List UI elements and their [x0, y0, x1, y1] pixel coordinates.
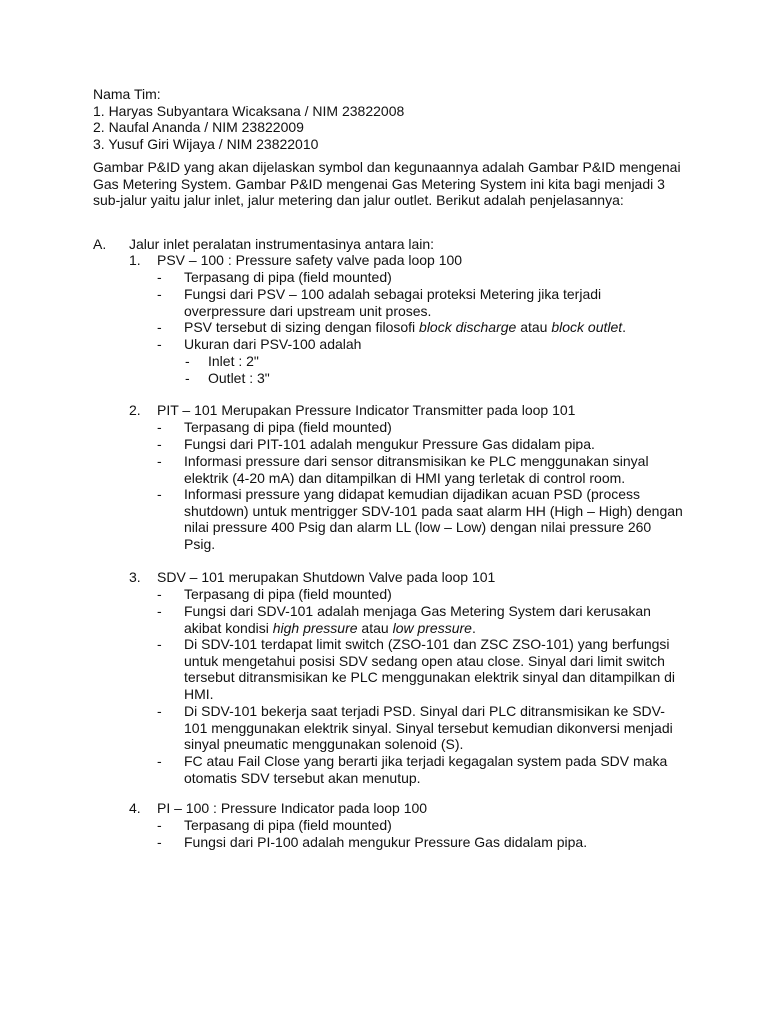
item-title: PSV – 100 : Pressure safety valve pada loop 100: [157, 252, 463, 268]
bullet-dash: -: [157, 603, 162, 619]
bullet-text: Terpasang di pipa (field mounted): [184, 586, 392, 602]
item-number: 2.: [129, 402, 141, 418]
bullet-text: Fungsi dari PSV – 100 adalah sebagai proteksi Metering jika terjadi overpressure dari upstream unit proses.: [184, 286, 602, 319]
text-run: atau: [516, 319, 552, 335]
item-title: SDV – 101 merupakan Shutdown Valve pada loop 101: [157, 569, 496, 585]
bullet-dash: -: [157, 436, 162, 452]
bullet-text: Di SDV-101 bekerja saat terjadi PSD. Sinyal dari PLC ditransmisikan ke SDV-101 menggunakan elektrik sinyal. Sinyal tersebut kemudian dikonversi menjadi sinyal pneumatic menggunakan solenoid (S).: [184, 703, 673, 753]
bullet-dash: -: [157, 419, 162, 435]
bullet-dash: -: [157, 834, 162, 850]
emphasis-text: block discharge: [419, 319, 517, 335]
bullet-text: Di SDV-101 terdapat limit switch (ZSO-101 dan ZSC ZSO-101) yang berfungsi untuk mengetahui posisi SDV sedang open atau close. Sinyal dari limit switch tersebut ditransmisikan ke PLC menggunakan elektrik sinyal dan ditampilkan di HMI.: [184, 636, 676, 703]
bullet-dash: -: [157, 817, 162, 833]
team-block: [93, 86, 404, 153]
sub-bullet-text: Inlet : 2": [208, 353, 259, 369]
bullet-dash: -: [157, 636, 162, 652]
text-run: .: [622, 319, 627, 335]
bullet-text: Fungsi dari PI-100 adalah mengukur Pressure Gas didalam pipa.: [184, 834, 588, 850]
bullet-dash: -: [157, 586, 162, 602]
team-member: 3. Yusuf Giri Wijaya / NIM 23822010: [93, 136, 319, 153]
bullet-text: Terpasang di pipa (field mounted): [184, 419, 392, 435]
intro-paragraph: Gambar P&ID yang akan dijelaskan symbol dan kegunaannya adalah Gambar P&ID mengenai Gas Metering System. Gambar P&ID mengenai Gas Metering System ini kita bagi menjadi 3 sub-jalur yaitu jalur inlet, jalur metering dan jalur outlet. Berikut adalah penjelasannya:: [93, 159, 681, 209]
text-run: Fungsi dari SDV-101 adalah menjaga Gas Metering System dari kerusakan akibat kondisi: [184, 603, 651, 636]
bullet-text: Terpasang di pipa (field mounted): [184, 269, 392, 285]
bullet-text: [184, 603, 684, 636]
bullet-dash: -: [157, 319, 162, 335]
item-title: PIT – 101 Merupakan Pressure Indicator Transmitter pada loop 101: [157, 402, 576, 418]
text-run: PSV tersebut di sizing dengan filosofi: [184, 319, 420, 335]
item-number: 3.: [129, 569, 141, 585]
bullet-dash: -: [157, 336, 162, 352]
text-run: atau: [357, 619, 393, 636]
bullet-text: Informasi pressure dari sensor ditransmisikan ke PLC menggunakan sinyal elektrik (4-20 mA) dan ditampilkan di HMI yang terletak di control room.: [184, 453, 649, 486]
bullet-dash: -: [157, 453, 162, 469]
bullet-text: [184, 319, 684, 336]
sub-bullet-text: Outlet : 3": [208, 370, 270, 386]
bullet-text: Fungsi dari PIT-101 adalah mengukur Pressure Gas didalam pipa.: [184, 436, 595, 452]
bullet-text: Terpasang di pipa (field mounted): [184, 817, 392, 833]
team-member: 2. Naufal Ananda / NIM 23822009: [93, 119, 304, 136]
bullet-dash: -: [185, 370, 190, 386]
emphasis-text: low pressure: [392, 619, 472, 636]
bullet-dash: -: [157, 486, 162, 502]
emphasis-text: block outlet: [551, 319, 623, 335]
bullet-dash: -: [157, 286, 162, 302]
text-run: .: [471, 619, 476, 636]
bullet-text: Ukuran dari PSV-100 adalah: [184, 336, 362, 352]
bullet-dash: -: [157, 269, 162, 285]
bullet-text: FC atau Fail Close yang berarti jika terjadi kegagalan system pada SDV maka otomatis SDV tersebut akan menutup.: [184, 753, 668, 786]
bullet-dash: -: [157, 753, 162, 769]
team-member: 1. Haryas Subyantara Wicaksana / NIM 23822008: [93, 102, 405, 119]
bullet-dash: -: [185, 353, 190, 369]
bullet-dash: -: [157, 703, 162, 719]
item-number: 1.: [129, 252, 141, 268]
emphasis-text: high pressure: [272, 619, 358, 636]
bullet-text: Informasi pressure yang didapat kemudian dijadikan acuan PSD (process shutdown) untuk mentrigger SDV-101 pada saat alarm HH (High – High) dengan nilai pressure 400 Psig dan alarm LL (low – Low) dengan nilai pressure 260 Psig.: [184, 486, 683, 553]
section-title: Jalur inlet peralatan instrumentasinya antara lain:: [129, 236, 435, 252]
item-title: PI – 100 : Pressure Indicator pada loop 100: [157, 800, 428, 816]
team-heading: Nama Tim:: [93, 86, 161, 102]
section-letter: A.: [93, 236, 107, 252]
item-number: 4.: [129, 800, 141, 816]
